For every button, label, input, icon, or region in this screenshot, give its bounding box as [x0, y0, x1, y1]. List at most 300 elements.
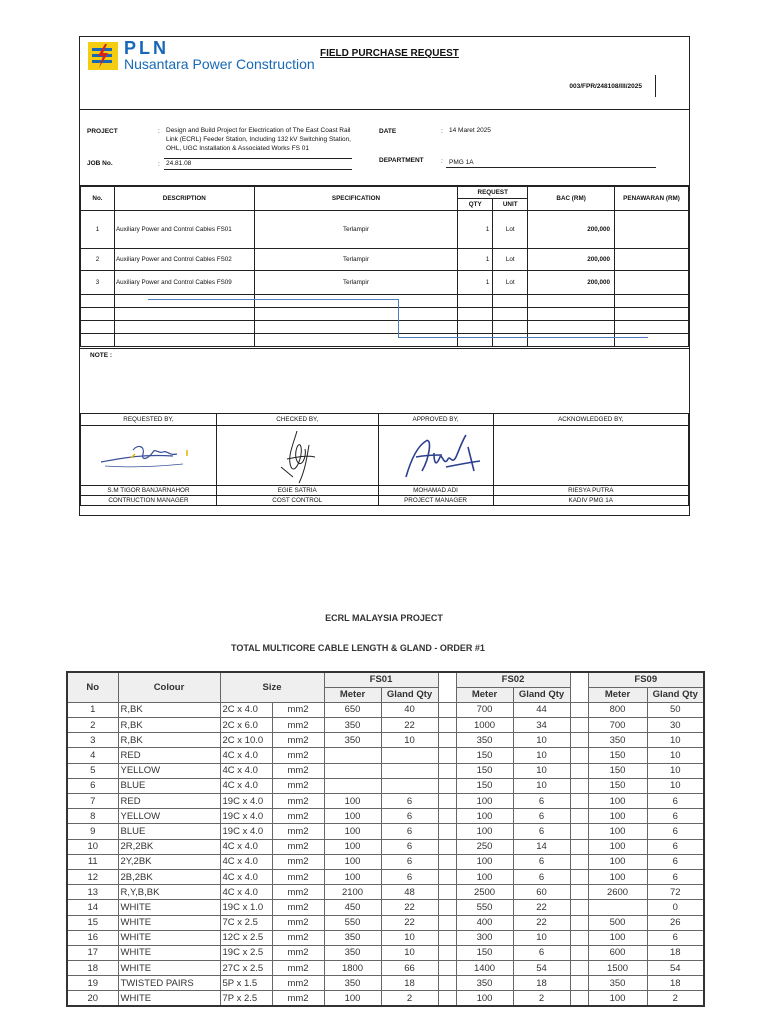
- checked-by-label: CHECKED BY,: [216, 414, 378, 426]
- stray-line: [398, 299, 399, 338]
- header-unit: UNIT: [493, 199, 528, 211]
- fs01-meter: 350: [324, 945, 381, 960]
- fs02-gland-qty: 34: [513, 718, 570, 733]
- row-unit: mm2: [272, 809, 324, 824]
- row-no: 2: [67, 718, 118, 733]
- column-gap: [570, 930, 588, 945]
- item-specification: Terlampir: [254, 249, 458, 271]
- row-unit: mm2: [272, 915, 324, 930]
- request-items-table: [80, 186, 689, 347]
- row-size: 19C x 4.0: [220, 809, 272, 824]
- table-row: [67, 748, 704, 763]
- handwritten-signature-icon: [386, 427, 486, 485]
- row-colour: WHITE: [118, 991, 220, 1006]
- fs09-gland-qty: 10: [647, 778, 704, 793]
- fs09-meter: 350: [588, 733, 647, 748]
- row-no: 13: [67, 885, 118, 900]
- approver-title: PROJECT MANAGER: [378, 496, 493, 506]
- handwritten-signature-icon: [93, 436, 203, 476]
- approved-by-label: APPROVED BY,: [378, 414, 493, 426]
- row-unit: mm2: [272, 945, 324, 960]
- fs02-gland-qty: 6: [513, 945, 570, 960]
- column-gap: [570, 839, 588, 854]
- row-size: 19C x 4.0: [220, 794, 272, 809]
- fs09-meter: 150: [588, 748, 647, 763]
- column-gap: [438, 854, 456, 869]
- item-qty: 1: [458, 211, 493, 249]
- table-row: [67, 930, 704, 945]
- fs01-gland-qty: 66: [381, 961, 438, 976]
- fs09-meter: 2600: [588, 885, 647, 900]
- fs09-gland-qty: 6: [647, 854, 704, 869]
- header-gland-qty: Gland Qty: [381, 687, 438, 702]
- item-qty: 1: [458, 249, 493, 271]
- column-gap: [438, 885, 456, 900]
- item-unit: Lot: [493, 249, 528, 271]
- row-no: 9: [67, 824, 118, 839]
- fs02-gland-qty: 22: [513, 915, 570, 930]
- fs01-meter: 350: [324, 733, 381, 748]
- empty-row: [81, 308, 689, 321]
- fs09-meter: 100: [588, 854, 647, 869]
- column-gap: [438, 763, 456, 778]
- fs01-gland-qty: 6: [381, 854, 438, 869]
- row-size: 4C x 4.0: [220, 748, 272, 763]
- row-size: 4C x 4.0: [220, 763, 272, 778]
- signature-checked: [216, 426, 378, 486]
- table-row: [67, 915, 704, 930]
- row-unit: mm2: [272, 763, 324, 778]
- column-gap: [438, 961, 456, 976]
- column-gap: [438, 839, 456, 854]
- fs09-meter: 100: [588, 839, 647, 854]
- item-specification: Terlampir: [254, 211, 458, 249]
- requester-name: S.M TIGOR BANJARNAHOR: [81, 486, 217, 496]
- row-colour: R,Y,B,BK: [118, 885, 220, 900]
- cable-table-body: [67, 702, 704, 1006]
- fs09-meter: 100: [588, 930, 647, 945]
- row-size: 7P x 2.5: [220, 991, 272, 1006]
- fs01-meter: 100: [324, 869, 381, 884]
- item-penawaran: [615, 249, 689, 271]
- fs09-meter: 1500: [588, 961, 647, 976]
- header-no: No.: [81, 187, 115, 211]
- table-row: [67, 763, 704, 778]
- fs01-meter: [324, 763, 381, 778]
- signature-table: [80, 413, 689, 506]
- fs01-meter: 350: [324, 930, 381, 945]
- fs02-meter: 100: [456, 824, 513, 839]
- fs09-meter: 100: [588, 824, 647, 839]
- row-colour: TWISTED PAIRS: [118, 976, 220, 991]
- fs02-meter: 350: [456, 976, 513, 991]
- row-no: 19: [67, 976, 118, 991]
- jobno-label: JOB No.: [87, 160, 113, 167]
- note-label: NOTE :: [80, 348, 689, 413]
- fs02-meter: 150: [456, 748, 513, 763]
- row-size: 4C x 4.0: [220, 854, 272, 869]
- cable-title: ECRL MALAYSIA PROJECT: [325, 613, 443, 623]
- pln-logo: [88, 42, 118, 70]
- fs02-meter: 100: [456, 809, 513, 824]
- row-size: 2C x 4.0: [220, 702, 272, 717]
- fs09-meter: [588, 900, 647, 915]
- table-row: [67, 991, 704, 1006]
- fs01-gland-qty: 18: [381, 976, 438, 991]
- fs01-meter: 350: [324, 718, 381, 733]
- fs01-meter: [324, 778, 381, 793]
- column-gap: [570, 885, 588, 900]
- row-no: 12: [67, 869, 118, 884]
- item-description: Auxiliary Power and Control Cables FS09: [114, 271, 254, 295]
- column-gap: [570, 702, 588, 717]
- column-gap: [438, 672, 456, 702]
- signature-approved: [378, 426, 493, 486]
- fs01-gland-qty: 48: [381, 885, 438, 900]
- row-unit: mm2: [272, 794, 324, 809]
- table-row: [67, 809, 704, 824]
- form-title: FIELD PURCHASE REQUEST: [320, 48, 459, 59]
- fs02-gland-qty: 6: [513, 869, 570, 884]
- column-gap: [570, 718, 588, 733]
- fs01-meter: 100: [324, 794, 381, 809]
- header-gland-qty: Gland Qty: [647, 687, 704, 702]
- colon: :: [441, 158, 443, 165]
- department-label: DEPARTMENT: [379, 157, 424, 164]
- fs01-meter: 100: [324, 991, 381, 1006]
- row-colour: WHITE: [118, 961, 220, 976]
- row-unit: mm2: [272, 778, 324, 793]
- fs09-gland-qty: 6: [647, 930, 704, 945]
- fs01-meter: 350: [324, 976, 381, 991]
- fs09-gland-qty: 72: [647, 885, 704, 900]
- fs09-gland-qty: 30: [647, 718, 704, 733]
- fs02-meter: 400: [456, 915, 513, 930]
- fs01-meter: 550: [324, 915, 381, 930]
- row-unit: mm2: [272, 718, 324, 733]
- table-row: [67, 794, 704, 809]
- company-pln-text: PLN: [124, 38, 169, 58]
- fs02-gland-qty: 44: [513, 702, 570, 717]
- fs01-gland-qty: 22: [381, 718, 438, 733]
- table-row: [67, 839, 704, 854]
- fs09-gland-qty: 6: [647, 839, 704, 854]
- row-no: 3: [67, 733, 118, 748]
- row-no: 17: [67, 945, 118, 960]
- jobno-value: 24.81.08: [166, 160, 192, 167]
- column-gap: [438, 915, 456, 930]
- fs02-meter: 100: [456, 794, 513, 809]
- fs01-meter: 650: [324, 702, 381, 717]
- acknowledged-by-label: ACKNOWLEDGED BY,: [493, 414, 688, 426]
- fs01-meter: [324, 748, 381, 763]
- table-row: [81, 211, 689, 249]
- fs01-gland-qty: 6: [381, 824, 438, 839]
- column-gap: [570, 915, 588, 930]
- fs09-gland-qty: 0: [647, 900, 704, 915]
- row-colour: YELLOW: [118, 763, 220, 778]
- fs01-gland-qty: 2: [381, 991, 438, 1006]
- fs02-gland-qty: 6: [513, 854, 570, 869]
- requester-title: CONTRUCTION MANAGER: [81, 496, 217, 506]
- table-row: [67, 824, 704, 839]
- fs09-gland-qty: 26: [647, 915, 704, 930]
- column-gap: [570, 945, 588, 960]
- row-colour: RED: [118, 794, 220, 809]
- column-gap: [570, 794, 588, 809]
- row-unit: mm2: [272, 733, 324, 748]
- row-colour: YELLOW: [118, 809, 220, 824]
- column-gap: [438, 794, 456, 809]
- table-row: [81, 249, 689, 271]
- acknowledger-title: KADIV PMG 1A: [493, 496, 688, 506]
- fs09-meter: 800: [588, 702, 647, 717]
- header-description: DESCRIPTION: [114, 187, 254, 211]
- header-no: No: [67, 672, 118, 702]
- table-row: [67, 778, 704, 793]
- column-gap: [438, 733, 456, 748]
- fs02-meter: 1400: [456, 961, 513, 976]
- fs01-gland-qty: 10: [381, 930, 438, 945]
- row-no: 6: [67, 778, 118, 793]
- fs01-gland-qty: 40: [381, 702, 438, 717]
- fs09-meter: 700: [588, 718, 647, 733]
- item-unit: Lot: [493, 271, 528, 295]
- item-description: Auxiliary Power and Control Cables FS02: [114, 249, 254, 271]
- row-size: 4C x 4.0: [220, 869, 272, 884]
- fs09-meter: 150: [588, 763, 647, 778]
- column-gap: [438, 900, 456, 915]
- row-colour: 2Y,2BK: [118, 854, 220, 869]
- table-row: [67, 854, 704, 869]
- fs01-gland-qty: 6: [381, 794, 438, 809]
- row-no: 7: [67, 794, 118, 809]
- company-name: Nusantara Power Construction: [124, 56, 315, 72]
- row-unit: mm2: [272, 961, 324, 976]
- fs09-gland-qty: 6: [647, 824, 704, 839]
- column-gap: [438, 809, 456, 824]
- fs01-gland-qty: [381, 763, 438, 778]
- cable-subtitle: TOTAL MULTICORE CABLE LENGTH & GLAND - ORDER #1: [231, 643, 485, 653]
- row-no: 15: [67, 915, 118, 930]
- fs09-meter: 500: [588, 915, 647, 930]
- cable-length-table: [66, 671, 705, 1007]
- underline: [164, 169, 352, 170]
- row-colour: R,BK: [118, 702, 220, 717]
- row-unit: mm2: [272, 839, 324, 854]
- underline: [164, 158, 352, 159]
- fs01-gland-qty: 6: [381, 809, 438, 824]
- fs02-meter: 2500: [456, 885, 513, 900]
- handwritten-signature-icon: [257, 427, 337, 485]
- row-size: 5P x 1.5: [220, 976, 272, 991]
- fs01-gland-qty: [381, 748, 438, 763]
- fs09-gland-qty: 50: [647, 702, 704, 717]
- row-size: 4C x 4.0: [220, 885, 272, 900]
- row-size: 4C x 4.0: [220, 839, 272, 854]
- stray-line: [148, 299, 399, 300]
- fs01-gland-qty: 10: [381, 945, 438, 960]
- row-size: 12C x 2.5: [220, 930, 272, 945]
- row-colour: BLUE: [118, 778, 220, 793]
- table-row: [81, 271, 689, 295]
- row-unit: mm2: [272, 930, 324, 945]
- fs09-gland-qty: 2: [647, 991, 704, 1006]
- row-size: 7C x 2.5: [220, 915, 272, 930]
- row-colour: WHITE: [118, 900, 220, 915]
- row-no: 18: [67, 961, 118, 976]
- approver-name: MOHAMAD ADI: [378, 486, 493, 496]
- fs02-meter: 350: [456, 733, 513, 748]
- fs01-gland-qty: 10: [381, 733, 438, 748]
- header-colour: Colour: [118, 672, 220, 702]
- table-row: [67, 945, 704, 960]
- fs09-gland-qty: 18: [647, 945, 704, 960]
- header-fs09: FS09: [588, 672, 704, 687]
- fs01-meter: 2100: [324, 885, 381, 900]
- column-gap: [570, 976, 588, 991]
- table-row: [67, 900, 704, 915]
- fs01-gland-qty: 22: [381, 900, 438, 915]
- fs02-gland-qty: 10: [513, 733, 570, 748]
- table-row: [67, 976, 704, 991]
- fs09-gland-qty: 10: [647, 763, 704, 778]
- row-colour: 2R,2BK: [118, 839, 220, 854]
- header-fs02: FS02: [456, 672, 570, 687]
- item-no: 3: [81, 271, 115, 295]
- fs02-gland-qty: 60: [513, 885, 570, 900]
- fs02-gland-qty: 10: [513, 778, 570, 793]
- fs02-gland-qty: 22: [513, 900, 570, 915]
- fs09-gland-qty: 10: [647, 733, 704, 748]
- fs01-gland-qty: 6: [381, 839, 438, 854]
- fs01-meter: 100: [324, 839, 381, 854]
- checker-name: EGIE SATRIA: [216, 486, 378, 496]
- row-colour: 2B,2BK: [118, 869, 220, 884]
- fs09-gland-qty: 54: [647, 961, 704, 976]
- row-size: 27C x 2.5: [220, 961, 272, 976]
- row-no: 16: [67, 930, 118, 945]
- item-specification: Terlampir: [254, 271, 458, 295]
- project-label: PROJECT: [87, 128, 118, 135]
- checker-title: COST CONTROL: [216, 496, 378, 506]
- column-gap: [570, 748, 588, 763]
- column-gap: [570, 854, 588, 869]
- fs01-meter: 100: [324, 824, 381, 839]
- row-size: 19C x 2.5: [220, 945, 272, 960]
- item-bac: 200,000: [528, 249, 615, 271]
- fs09-gland-qty: 6: [647, 869, 704, 884]
- fs02-meter: 100: [456, 991, 513, 1006]
- fs09-meter: 600: [588, 945, 647, 960]
- header-meter: Meter: [324, 687, 381, 702]
- item-penawaran: [615, 211, 689, 249]
- row-unit: mm2: [272, 885, 324, 900]
- signature-acknowledged: [493, 426, 688, 486]
- row-no: 14: [67, 900, 118, 915]
- fs09-gland-qty: 10: [647, 748, 704, 763]
- fs01-gland-qty: [381, 778, 438, 793]
- item-qty: 1: [458, 271, 493, 295]
- acknowledger-name: RIESYA PUTRA: [493, 486, 688, 496]
- colon: :: [158, 161, 160, 168]
- row-colour: BLUE: [118, 824, 220, 839]
- item-penawaran: [615, 271, 689, 295]
- column-gap: [570, 991, 588, 1006]
- fs02-meter: 550: [456, 900, 513, 915]
- column-gap: [438, 718, 456, 733]
- row-no: 8: [67, 809, 118, 824]
- fs02-gland-qty: 6: [513, 824, 570, 839]
- underline: [446, 167, 656, 168]
- table-row: [67, 702, 704, 717]
- row-no: 10: [67, 839, 118, 854]
- row-no: 4: [67, 748, 118, 763]
- fs09-meter: 150: [588, 778, 647, 793]
- item-bac: 200,000: [528, 211, 615, 249]
- document-number: 003/FPR/248108/III/2025: [569, 83, 642, 90]
- form-header: [80, 37, 689, 110]
- item-description: Auxiliary Power and Control Cables FS01: [114, 211, 254, 249]
- column-gap: [438, 930, 456, 945]
- column-gap: [438, 778, 456, 793]
- department-value: PMG 1A: [449, 159, 474, 166]
- column-gap: [570, 778, 588, 793]
- column-gap: [438, 945, 456, 960]
- item-unit: Lot: [493, 211, 528, 249]
- header-fs01: FS01: [324, 672, 438, 687]
- header-specification: SPECIFICATION: [254, 187, 458, 211]
- column-gap: [438, 869, 456, 884]
- fs02-gland-qty: 18: [513, 976, 570, 991]
- row-unit: mm2: [272, 991, 324, 1006]
- requested-by-label: REQUESTED BY,: [81, 414, 217, 426]
- fs09-gland-qty: 6: [647, 794, 704, 809]
- column-gap: [570, 869, 588, 884]
- empty-row: [81, 334, 689, 347]
- column-gap: [570, 763, 588, 778]
- row-colour: RED: [118, 748, 220, 763]
- header-gland-qty: Gland Qty: [513, 687, 570, 702]
- row-unit: mm2: [272, 824, 324, 839]
- stray-line: [398, 337, 648, 338]
- fs02-gland-qty: 6: [513, 794, 570, 809]
- fs02-meter: 100: [456, 869, 513, 884]
- column-gap: [438, 748, 456, 763]
- fs02-gland-qty: 14: [513, 839, 570, 854]
- row-no: 1: [67, 702, 118, 717]
- table-row: [67, 718, 704, 733]
- column-gap: [570, 824, 588, 839]
- fs02-meter: 300: [456, 930, 513, 945]
- colon: :: [441, 128, 443, 135]
- table-row: [67, 885, 704, 900]
- header-penawaran: PENAWARAN (RM): [615, 187, 689, 211]
- row-unit: mm2: [272, 748, 324, 763]
- item-bac: 200,000: [528, 271, 615, 295]
- row-unit: mm2: [272, 702, 324, 717]
- row-size: 2C x 10.0: [220, 733, 272, 748]
- field-purchase-request-form: [79, 36, 690, 516]
- header-request: REQUEST: [458, 187, 528, 199]
- project-value: Design and Build Project for Electrication of The East Coast Rail Link (ECRL) Feeder Station, Including 132 kV Switching Station, OHL, UGC Installation & Associated Works FS 01: [166, 127, 351, 152]
- column-gap: [438, 991, 456, 1006]
- row-no: 5: [67, 763, 118, 778]
- row-unit: mm2: [272, 854, 324, 869]
- date-label: DATE: [379, 128, 397, 135]
- empty-row: [81, 295, 689, 308]
- header-qty: QTY: [458, 199, 493, 211]
